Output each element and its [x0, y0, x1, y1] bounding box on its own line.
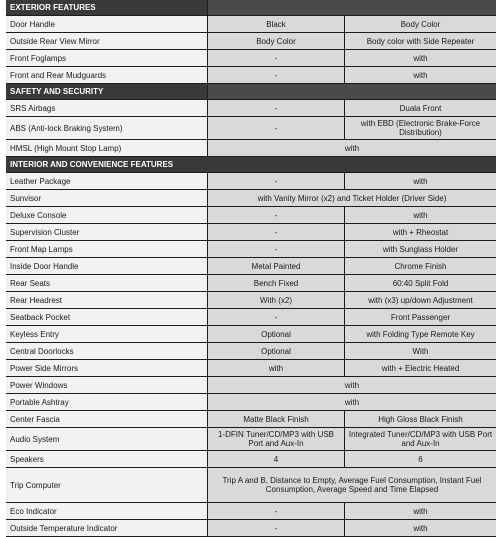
feature-value-all: with [208, 140, 496, 156]
section-title: EXTERIOR FEATURES [6, 0, 208, 15]
feature-value-variant-2: with [345, 50, 496, 66]
table-row [6, 411, 496, 428]
feature-label: SRS Airbags [6, 100, 208, 116]
feature-value-variant-2: with [345, 520, 496, 536]
feature-value-variant-1: - [208, 309, 345, 325]
feature-label: Trip Computer [6, 468, 208, 502]
feature-value-variant-2: with Folding Type Remote Key [345, 326, 496, 342]
feature-label: Audio System [6, 428, 208, 450]
features-table [6, 0, 496, 537]
table-row [6, 241, 496, 258]
feature-value-variant-1: Matte Black Finish [208, 411, 345, 427]
feature-label: Outside Temperature Indicator [6, 520, 208, 536]
feature-value-variant-1: Bench Fixed [208, 275, 345, 291]
feature-value-variant-2: Body color with Side Repeater [345, 33, 496, 49]
feature-value-variant-1: - [208, 117, 345, 139]
table-row [6, 224, 496, 241]
table-row [6, 503, 496, 520]
feature-label: Supervision Cluster [6, 224, 208, 240]
feature-value-variant-1: Optional [208, 326, 345, 342]
table-row [6, 33, 496, 50]
feature-value-variant-2: with + Rheostat [345, 224, 496, 240]
table-row [6, 67, 496, 84]
section-header-fill [208, 0, 496, 15]
feature-value-variant-2: with [345, 503, 496, 519]
table-row [6, 16, 496, 33]
feature-value-variant-1: - [208, 503, 345, 519]
feature-value-variant-2: With [345, 343, 496, 359]
table-row [6, 520, 496, 537]
table-row [6, 309, 496, 326]
feature-value-variant-2: with (x3) up/down Adjustment [345, 292, 496, 308]
feature-value-variant-2: with [345, 173, 496, 189]
feature-label: Rear Seats [6, 275, 208, 291]
feature-label: HMSL (High Mount Stop Lamp) [6, 140, 208, 156]
feature-value-variant-1: - [208, 67, 345, 83]
feature-value-all: Trip A and B, Distance to Empty, Average Fuel Consumption, Instant Fuel Consumption, Average Speed and Time Elapsed [208, 468, 496, 502]
feature-value-variant-2: Front Passenger [345, 309, 496, 325]
table-row [6, 207, 496, 224]
section-title: INTERIOR AND CONVENIENCE FEATURES [6, 157, 496, 172]
feature-label: Power Windows [6, 377, 208, 393]
feature-value-all: with [208, 377, 496, 393]
table-row [6, 173, 496, 190]
section-header-fill [208, 84, 496, 99]
feature-label: Power Side Mirrors [6, 360, 208, 376]
feature-value-variant-1: - [208, 520, 345, 536]
table-row [6, 451, 496, 468]
feature-label: Speakers [6, 451, 208, 467]
feature-value-variant-2: Integrated Tuner/CD/MP3 with USB Port and Aux-In [345, 428, 496, 450]
section-header [6, 157, 496, 173]
table-row [6, 343, 496, 360]
section-header [6, 84, 496, 100]
feature-value-variant-2: with EBD (Electronic Brake-Force Distribution) [345, 117, 496, 139]
feature-value-all: with [208, 394, 496, 410]
table-row [6, 190, 496, 207]
feature-value-variant-2: Duala Front [345, 100, 496, 116]
feature-label: Front Map Lamps [6, 241, 208, 257]
feature-label: Inside Door Handle [6, 258, 208, 274]
feature-value-variant-2: Body Color [345, 16, 496, 32]
table-row [6, 360, 496, 377]
feature-value-variant-1: - [208, 173, 345, 189]
feature-value-variant-1: Black [208, 16, 345, 32]
feature-label: Leather Package [6, 173, 208, 189]
table-row [6, 468, 496, 503]
table-row [6, 258, 496, 275]
table-row [6, 50, 496, 67]
feature-label: Deluxe Console [6, 207, 208, 223]
feature-label: Central Doorlocks [6, 343, 208, 359]
feature-value-all: with Vanity Mirror (x2) and Ticket Holder (Driver Side) [208, 190, 496, 206]
feature-label: Door Handle [6, 16, 208, 32]
section-title: SAFETY AND SECURITY [6, 84, 208, 99]
table-row [6, 428, 496, 451]
feature-value-variant-1: - [208, 224, 345, 240]
table-row [6, 117, 496, 140]
feature-value-variant-2: with [345, 67, 496, 83]
feature-label: Front and Rear Mudguards [6, 67, 208, 83]
feature-value-variant-2: with + Electric Heated [345, 360, 496, 376]
feature-value-variant-1: Body Color [208, 33, 345, 49]
feature-value-variant-2: Chrome Finish [345, 258, 496, 274]
feature-label: Seatback Pocket [6, 309, 208, 325]
feature-label: Sunvisor [6, 190, 208, 206]
feature-value-variant-2: with Sunglass Holder [345, 241, 496, 257]
feature-value-variant-1: - [208, 207, 345, 223]
table-row [6, 292, 496, 309]
feature-value-variant-1: 1-DFIN Tuner/CD/MP3 with USB Port and Aux-In [208, 428, 345, 450]
table-row [6, 377, 496, 394]
feature-value-variant-2: High Gloss Black Finish [345, 411, 496, 427]
feature-value-variant-1: - [208, 50, 345, 66]
feature-value-variant-1: Optional [208, 343, 345, 359]
feature-value-variant-1: - [208, 241, 345, 257]
feature-value-variant-1: 4 [208, 451, 345, 467]
feature-label: Center Fascia [6, 411, 208, 427]
feature-value-variant-1: with [208, 360, 345, 376]
feature-label: Keyless Entry [6, 326, 208, 342]
table-row [6, 140, 496, 157]
table-row [6, 326, 496, 343]
feature-label: Outside Rear View Mirror [6, 33, 208, 49]
feature-value-variant-1: - [208, 100, 345, 116]
feature-value-variant-2: 6 [345, 451, 496, 467]
feature-label: Front Foglamps [6, 50, 208, 66]
table-row [6, 394, 496, 411]
feature-value-variant-2: 60:40 Split Fold [345, 275, 496, 291]
feature-value-variant-1: Metal Painted [208, 258, 345, 274]
table-row [6, 275, 496, 292]
feature-label: Eco Indicator [6, 503, 208, 519]
feature-label: Rear Headrest [6, 292, 208, 308]
feature-value-variant-2: with [345, 207, 496, 223]
section-header [6, 0, 496, 16]
table-row [6, 100, 496, 117]
feature-label: Portable Ashtray [6, 394, 208, 410]
feature-value-variant-1: With (x2) [208, 292, 345, 308]
feature-label: ABS (Anti-lock Braking System) [6, 117, 208, 139]
